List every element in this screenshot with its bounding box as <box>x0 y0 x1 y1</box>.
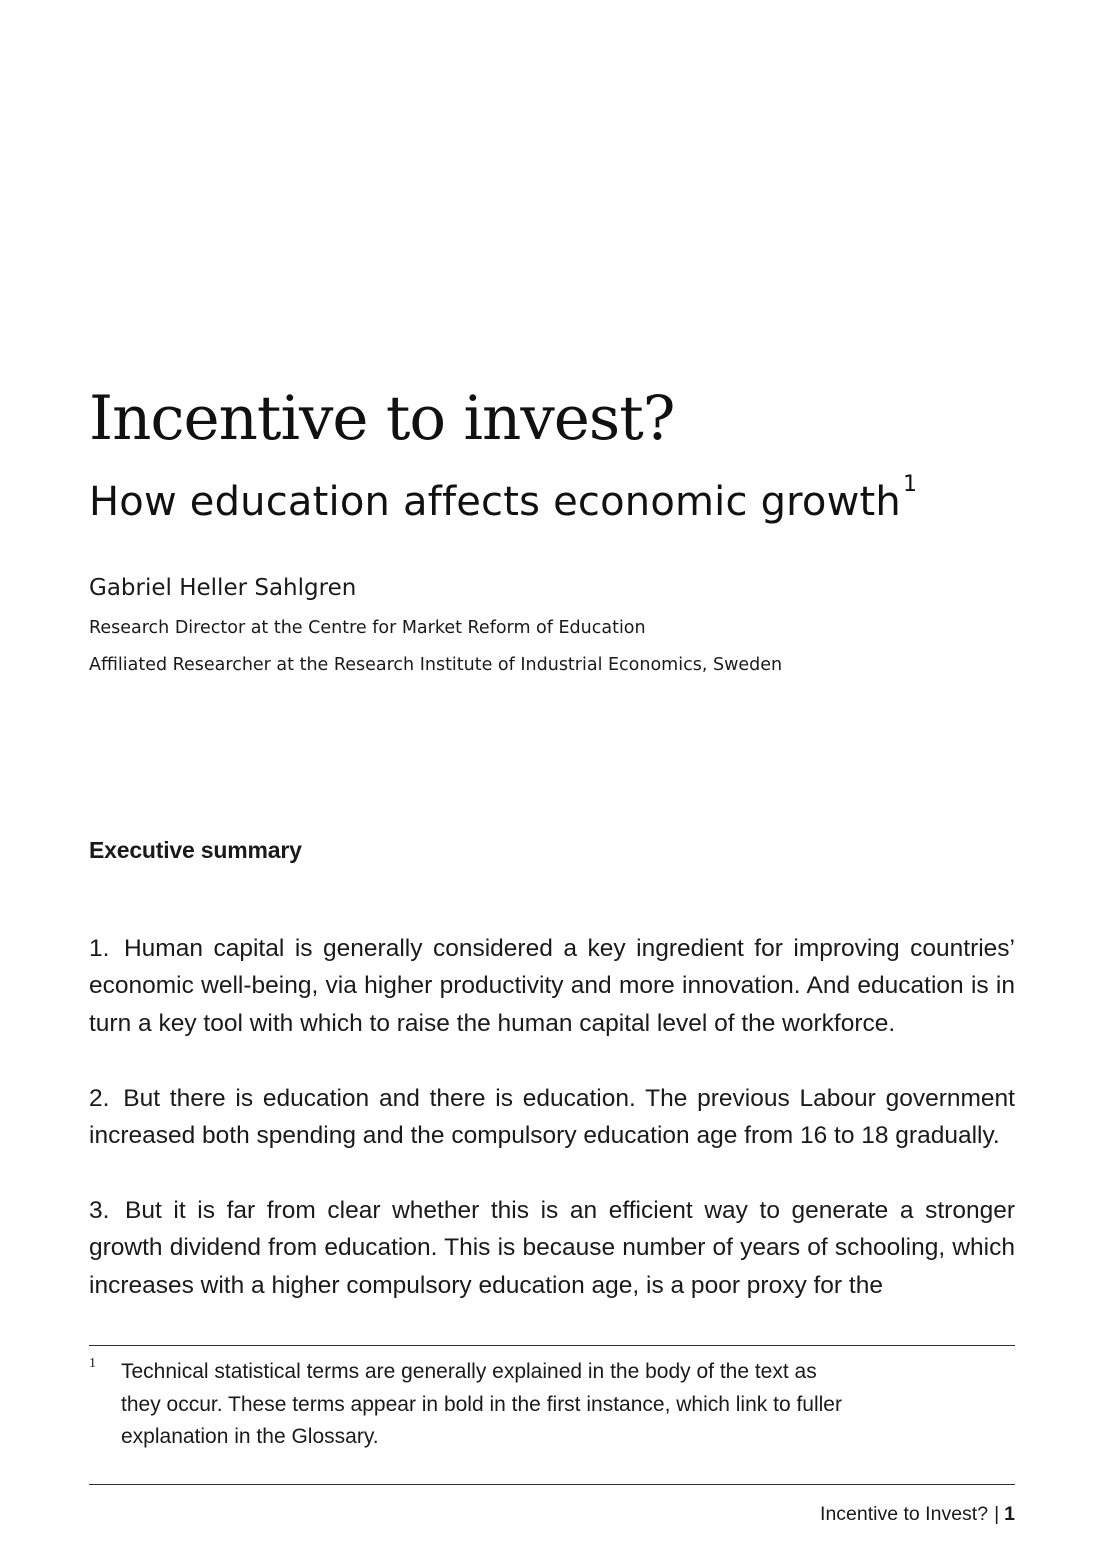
paragraph-number: 2. <box>89 1085 110 1112</box>
footnote-text <box>121 1356 941 1454</box>
author-affiliation: Affiliated Researcher at the Research Institute of Industrial Economics, Sweden <box>89 655 783 675</box>
footer-separator: | <box>994 1503 1000 1525</box>
page-number: 1 <box>1004 1503 1015 1525</box>
document-subtitle <box>89 472 918 525</box>
paragraph-text: But it is far from clear whether this is an efficient way to generate a stronger growth dividend from education. This is because number of years of schooling, which increases with a higher compulsory education age, is a poor proxy for the <box>89 1197 1015 1299</box>
paragraph-number: 3. <box>89 1197 110 1224</box>
paragraph-text: Human capital is generally considered a key ingredient for improving countries’ economic well-being, via higher productivity and more innovation. And education is in turn a key tool with which to raise the human capital level of the workforce. <box>89 935 1015 1037</box>
document-title: Incentive to invest? <box>89 383 675 454</box>
document-page <box>89 0 1015 1566</box>
author-affiliation: Research Director at the Centre for Market Reform of Education <box>89 618 646 638</box>
page-footer <box>820 1505 1015 1525</box>
subtitle-footnote-ref[interactable]: 1 <box>902 472 918 497</box>
running-title: Incentive to Invest? <box>820 1503 989 1525</box>
footnote-marker: 1 <box>89 1356 96 1371</box>
footnote-divider <box>89 1345 1015 1346</box>
footnote-line: explanation in the Glossary. <box>121 1425 379 1448</box>
summary-paragraph <box>89 1080 1015 1155</box>
footnote-line: Technical statistical terms are generally explained in the body of the text as <box>121 1360 817 1383</box>
author-name: Gabriel Heller Sahlgren <box>89 575 357 601</box>
paragraph-number: 1. <box>89 935 110 962</box>
section-heading: Executive summary <box>89 837 302 863</box>
summary-paragraph <box>89 1192 1015 1304</box>
footnote-line: they occur. These terms appear in bold in the first instance, which link to fuller <box>121 1392 842 1416</box>
subtitle-text: How education affects economic growth <box>89 479 901 525</box>
paragraph-text: But there is education and there is education. The previous Labour government increased both spending and the compulsory education age from 16 to 18 gradually. <box>89 1085 1015 1150</box>
footer-divider <box>89 1484 1015 1485</box>
summary-paragraph <box>89 930 1015 1042</box>
